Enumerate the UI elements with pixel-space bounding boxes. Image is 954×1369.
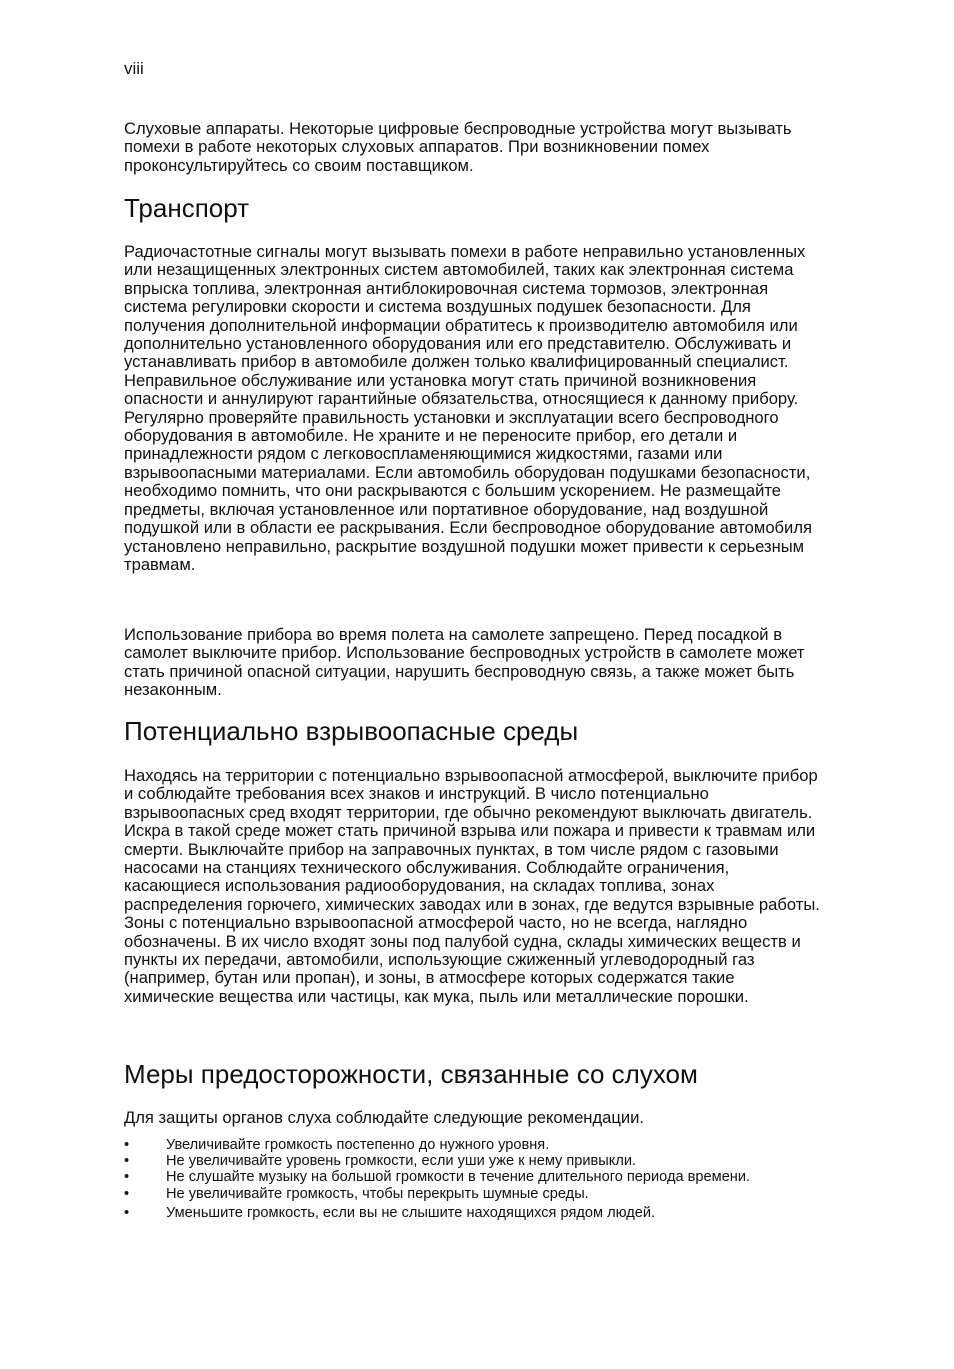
intro-paragraph: Слуховые аппараты. Некоторые цифровые беспроводные устройства могут вызывать помехи в работе некоторых слуховых аппаратов. При возникновении помех проконсультируйтесь со своим поставщиком. <box>124 119 792 175</box>
bullet-marker: • <box>124 1204 130 1221</box>
bullet-text: Не слушайте музыку на большой громкости в течение длительного периода времени. <box>166 1169 751 1186</box>
bullet-marker: • <box>124 1169 130 1186</box>
bullet-item <box>124 1137 844 1153</box>
page-number: viii <box>124 59 144 78</box>
section-heading-transport: Транспорт <box>124 193 250 223</box>
bullet-item <box>124 1153 844 1169</box>
bullet-marker: • <box>124 1153 130 1170</box>
explosive-paragraph: Находясь на территории с потенциально взрывоопасной атмосферой, выключите прибор и соблюдайте требования всех знаков и инструкций. В число потенциально взрывоопасных сред входят территории, где обычно рекомендуют выключать двигатель. Искра в такой среде может стать причиной взрыва или пожара и привести к травмам или смерти. Выключайте прибор на заправочных пунктах, в том числе рядом с газовыми насосами на станциях технического обслуживания. Соблюдайте ограничения, касающиеся использования радиооборудования, на складах топлива, зонах распределения горючего, химических заводах или в зонах, где ведутся взрывные работы. Зоны с потенциально взрывоопасной атмосферой часто, но не всегда, наглядно обозначены. В их число входят зоны под палубой судна, склады химических веществ и пункты их передачи, автомобили, использующие сжиженный углеводородный газ (например, бутан или пропан), и зоны, в атмосфере которых содержатся такие химические вещества или частицы, как мука, пыль или металлические порошки. <box>124 766 820 1006</box>
bullet-text: Не увеличивайте уровень громкости, если уши уже к нему привыкли. <box>166 1153 637 1170</box>
section-heading-hearing: Меры предосторожности, связанные со слухом <box>124 1059 698 1089</box>
hearing-intro-paragraph: Для защиты органов слуха соблюдайте следующие рекомендации. <box>124 1108 645 1127</box>
transport-paragraph-2: Использование прибора во время полета на самолете запрещено. Перед посадкой в самолет выключите прибор. Использование беспроводных устройств в самолете может стать причиной опасной ситуации, нарушить беспроводную связь, а также может быть незаконным. <box>124 625 805 700</box>
section-heading-explosive: Потенциально взрывоопасные среды <box>124 716 579 746</box>
bullet-text: Увеличивайте громкость постепенно до нужного уровня. <box>166 1137 550 1153</box>
bullet-text: Уменьшите громкость, если вы не слышите находящихся рядом людей. <box>166 1204 656 1221</box>
bullet-item <box>124 1205 844 1221</box>
bullet-marker: • <box>124 1137 130 1153</box>
bullet-item <box>124 1186 844 1202</box>
bullet-marker: • <box>124 1185 130 1202</box>
hearing-bullet-list <box>124 1137 844 1221</box>
bullet-item <box>124 1169 844 1185</box>
transport-paragraph-1: Радиочастотные сигналы могут вызывать помехи в работе неправильно установленных или незащищенных электронных систем автомобилей, таких как электронная система впрыска топлива, электронная антиблокировочная система тормозов, электронная система регулировки скорости и система воздушных подушек безопасности. Для получения дополнительной информации обратитесь к производителю автомобиля или дополнительно установленного оборудования или его представителю. Обслуживать и устанавливать прибор в автомобиле должен только квалифицированный специалист. Неправильное обслуживание или установка могут стать причиной возникновения опасности и аннулируют гарантийные обязательства, относящиеся к данному прибору. Регулярно проверяйте правильность установки и эксплуатации всего беспроводного оборудования в автомобиле. Не храните и не переносите прибор, его детали и принадлежности рядом с легковоспламеняющимися жидкостями, газами или взрывоопасными материалами. Если автомобиль оборудован подушками безопасности, необходимо помнить, что они раскрываются с большим ускорением. Не размещайте предметы, включая установленное или портативное оборудование, над воздушной подушкой или в области ее раскрывания. Если беспроводное оборудование автомобиля установлено неправильно, раскрытие воздушной подушки может привести к серьезным травмам. <box>124 242 812 574</box>
bullet-text: Не увеличивайте громкость, чтобы перекрыть шумные среды. <box>166 1185 589 1202</box>
